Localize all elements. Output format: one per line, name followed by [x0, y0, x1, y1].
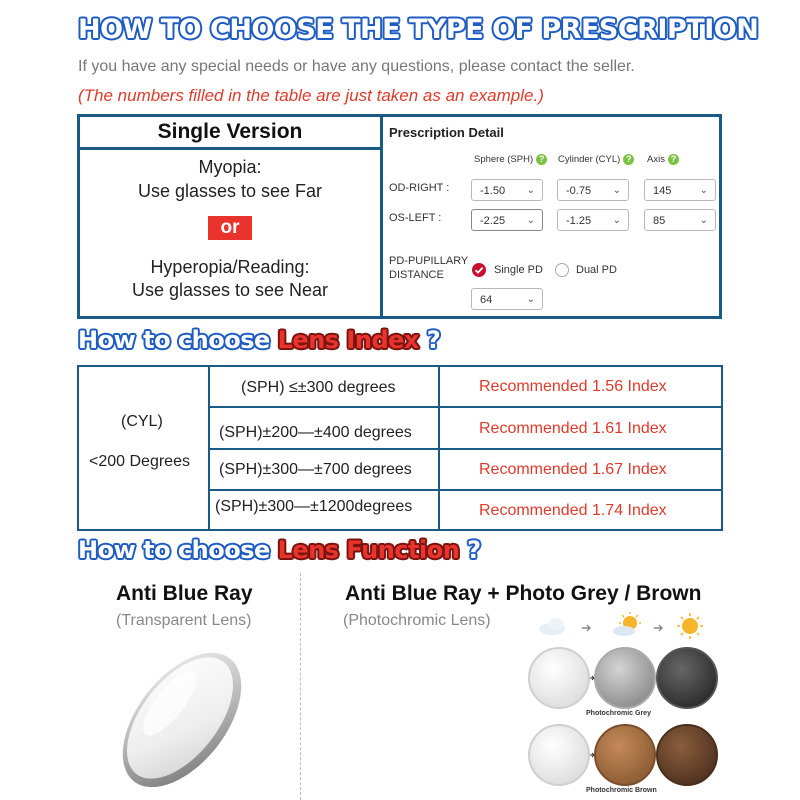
sph-range: (SPH)±300—±1200degrees [215, 498, 413, 515]
sun-icon [677, 613, 703, 639]
check-icon [472, 263, 486, 277]
arrow-right-icon [582, 625, 590, 631]
dual-pd-label: Dual PD [576, 264, 617, 276]
brown-lens-icon [595, 725, 655, 785]
sph-range: (SPH)±300—±700 degrees [219, 461, 412, 478]
os-sphere-select[interactable]: -2.25 ⌄ [471, 209, 543, 231]
table-divider [210, 406, 721, 408]
anti-blue-ray-title: Anti Blue Ray [116, 582, 253, 605]
os-left-label: OS-LEFT : [389, 212, 442, 224]
od-cylinder-select[interactable]: -0.75 ⌄ [557, 179, 629, 201]
chevron-down-icon: ⌄ [699, 215, 708, 226]
section-divider [300, 573, 301, 800]
arrow-right-icon [654, 625, 662, 631]
lens-index-title: How to choose Lens Index ? [78, 326, 441, 354]
prescription-detail-form [383, 117, 719, 316]
cyl-label: (CYL) [121, 413, 163, 430]
lens-function-title: How to choose Lens Function ? [78, 536, 481, 564]
index-recommendation: Recommended 1.74 Index [479, 502, 667, 519]
chevron-down-icon: ⌄ [526, 294, 535, 305]
photochromic-grey-lenses [528, 645, 718, 711]
dual-pd-radio[interactable] [555, 263, 569, 277]
lens-index-table [77, 365, 723, 531]
single-pd-radio[interactable] [472, 263, 486, 277]
pd-label: PD-PUPILLARY DISTANCE [389, 255, 469, 281]
os-axis-select[interactable]: 85 ⌄ [644, 209, 716, 231]
help-icon[interactable]: ? [536, 154, 547, 165]
clear-lens-icon [529, 648, 589, 708]
transparent-lens-image [110, 638, 250, 798]
od-right-label: OD-RIGHT : [389, 182, 450, 194]
single-version-panel [80, 117, 383, 316]
arrow-right-icon [590, 676, 594, 680]
photochromic-brown-lenses [528, 722, 718, 788]
os-cylinder-select[interactable]: -1.25 ⌄ [557, 209, 629, 231]
od-axis-select[interactable]: 145 ⌄ [644, 179, 716, 201]
single-pd-label: Single PD [494, 264, 543, 276]
sph-range: (SPH)±200—±400 degrees [219, 424, 412, 441]
single-version-heading: Single Version [80, 117, 380, 150]
hyperopia-label: Hyperopia/Reading: [150, 257, 310, 277]
hyperopia-description: Use glasses to see Near [131, 280, 329, 300]
clear-lens-icon [529, 725, 589, 785]
pd-value-select[interactable]: 64 ⌄ [471, 288, 543, 310]
table-divider [210, 489, 721, 491]
sphere-column-header: Sphere (SPH) ? [474, 154, 547, 165]
photochromic-title: Anti Blue Ray + Photo Grey / Brown [345, 582, 702, 605]
prescription-detail-heading: Prescription Detail [389, 125, 504, 140]
grey-lens-icon [595, 648, 655, 708]
chevron-down-icon: ⌄ [699, 185, 708, 196]
photochromic-subtitle: (Photochromic Lens) [343, 612, 491, 629]
table-divider [210, 448, 721, 450]
dark-grey-lens-icon [657, 648, 717, 708]
help-icon[interactable]: ? [668, 154, 679, 165]
chevron-down-icon: ⌄ [612, 215, 621, 226]
od-sphere-select[interactable]: -1.50 ⌄ [471, 179, 543, 201]
sun-behind-cloud-icon [613, 612, 641, 636]
page-title: HOW TO CHOOSE THE TYPE OF PRESCRIPTION [78, 14, 759, 45]
photochromic-brown-caption: Photochromic Brown [586, 787, 657, 794]
myopia-label: Myopia: [198, 157, 262, 177]
index-recommendation: Recommended 1.67 Index [479, 461, 667, 478]
anti-blue-ray-subtitle: (Transparent Lens) [116, 612, 252, 629]
axis-column-header: Axis ? [647, 154, 679, 165]
photochromic-grey-caption: Photochromic Grey [586, 710, 651, 717]
index-recommendation: Recommended 1.56 Index [479, 378, 667, 395]
index-recommendation: Recommended 1.61 Index [479, 420, 667, 437]
sph-range: (SPH) ≤±300 degrees [241, 379, 396, 396]
cloud-icon [539, 618, 565, 635]
cylinder-column-header: Cylinder (CYL) ? [558, 154, 634, 165]
chevron-down-icon: ⌄ [526, 185, 535, 196]
contact-seller-note: If you have any special needs or have any questions, please contact the seller. [78, 58, 635, 75]
myopia-description: Use glasses to see Far [137, 181, 323, 201]
or-badge: or [208, 216, 252, 240]
weather-progression [532, 612, 712, 640]
arrow-right-icon [590, 753, 594, 757]
chevron-down-icon: ⌄ [612, 185, 621, 196]
dark-brown-lens-icon [657, 725, 717, 785]
cyl-range: <200 Degrees [89, 453, 190, 470]
help-icon[interactable]: ? [623, 154, 634, 165]
chevron-down-icon: ⌄ [526, 215, 535, 226]
prescription-box [77, 114, 722, 319]
example-note: (The numbers filled in the table are just taken as an example.) [78, 86, 544, 105]
